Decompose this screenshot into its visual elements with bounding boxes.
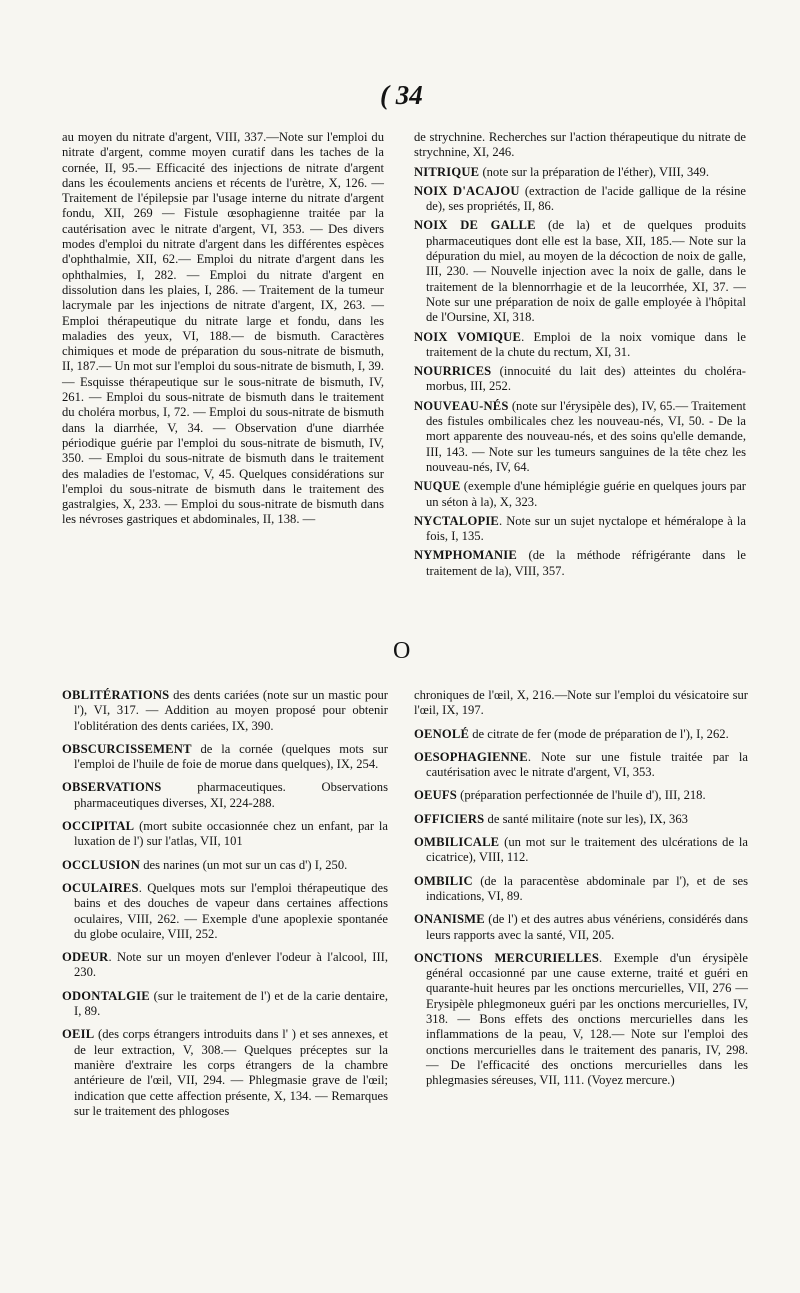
entry-headword: NYCTALOPIE — [414, 513, 500, 528]
index-entry: de strychnine. Recherches sur l'action thérapeutique du nitrate de strychnine, XI, 246. — [414, 130, 746, 160]
index-entry: NUQUE (exemple d'une hémiplégie guérie en quelques jours par un séton à la), X, 323. — [414, 479, 746, 509]
entry-headword: OESOPHAGIENNE — [414, 749, 528, 764]
index-entry: OCCLUSION des narines (un mot sur un cas d') I, 250. — [62, 857, 348, 872]
index-column-bottom-right — [414, 688, 748, 1097]
entry-headword: OMBILICALE — [414, 835, 500, 850]
index-entry: ODONTALGIE (sur le traitement de l') et de la carie dentaire, I, 89. — [62, 988, 388, 1019]
entry-headword: NUQUE — [414, 479, 461, 494]
index-entry: OEUFS (préparation perfectionnée de l'huile d'), III, 218. — [414, 788, 706, 803]
entry-headword: OBSERVATIONS — [62, 780, 162, 795]
index-entry: au moyen du nitrate d'argent, VIII, 337.—Note sur l'emploi du nitrate d'argent, comme moyen curatif dans les taches de la cornée, II, 95.— Efficacité des injections de nitrate d'argent dans les écoulements anciens et récents de l'urètre, X, 126. — Traitement de l'épilepsie par l'usage interne du nitrate d'argent fondu, XII, 269 — Fistule œsophagienne traitée par la cautérisation avec le nitrate d'argent, VI, 353. — Des divers modes d'emploi du nitrate d'argent dans les différentes espèces d'ophthalmie, XII, 62.— Emploi du nitrate d'argent dans les ophthalmies, I, 282. — Emploi du nitrate d'argent en dissolution dans les plaies, I, 286. — Traitement de la tumeur lacrymale par les injections de nitrate d'argent, IX, 263. — Emploi thérapeutique du nitrate large et fondu, dans les maladies des yeux, VI, 188.— de bismuth. Caractères chimiques et mode de préparation du sous-nitrate de bismuth, II, 187.— Un mot sur l'emploi du sous-nitrate de bismuth, I, 39.— Esquisse thérapeutique sur le sous-nitrate de bismuth, IV, 261. — Emploi du sous-nitrate de bismuth dans le traitement du choléra morbus, I, 72. — Emploi du sous-nitrate de bismuth dans la diarrhée, V, 34. — Observation d'une diarrhée périodique guérie par l'emploi du sous-nitrate de bismuth, IV, 350. — Emploi du sous-nitrate de bismuth dans le traitement des maladies de l'estomac, V, 45. Quelques considérations sur l'emploi du sous-nitrate de bismuth dans le traitement des gastralgies, X, 233. — Emploi du sous-nitrate de bismuth dans les névroses gastriques et abdominales, II, 138. — — [62, 130, 384, 527]
entry-headword: OEUFS — [414, 788, 457, 803]
entry-headword: OEIL — [62, 1027, 95, 1042]
index-entry: OENOLÉ de citrate de fer (mode de préparation de l'), I, 262. — [414, 726, 729, 741]
entry-headword: OENOLÉ — [414, 726, 470, 741]
index-entry: NOURRICES (innocuité du lait des) atteintes du choléra-morbus, III, 252. — [414, 364, 746, 394]
index-entry: ONCTIONS MERCURIELLES. Exemple d'un érysipèle général occasionné par une cause externe, traité et guéri en quarante-huit heures par les onctions mercurielles, VII, 276 — Erysipèle phlegmoneux guéri par les onctions mercurielles, IV, 318. — Bons effets des onctions mercurielles dans les inflammations de la peau, V, 128.— Note sur l'emploi des onctions mercurielles dans le traitement des panaris, IV, 298. — De l'efficacité des onctions mercurielles dans les phlegmasies séreuses, VII, 111. (Voyez mercure.) — [414, 950, 748, 1088]
entry-headword: OFFICIERS — [414, 811, 485, 826]
entry-headword: OMBILIC — [414, 873, 473, 888]
index-entry: OESOPHAGIENNE. Note sur une fistule traitée par la cautérisation avec le nitrate d'argent, VI, 353. — [414, 749, 748, 780]
index-entry: OFFICIERS de santé militaire (note sur les), IX, 363 — [414, 811, 688, 826]
entry-headword: NYMPHOMANIE — [414, 548, 517, 563]
index-column-top-left — [62, 130, 384, 532]
index-entry: chroniques de l'œil, X, 216.—Note sur l'emploi du vésicatoire sur l'œil, IX, 197. — [414, 688, 748, 718]
index-entry: NYCTALOPIE. Note sur un sujet nyctalope et héméralope à la fois, I, 135. — [414, 513, 746, 544]
index-entry: OMBILIC (de la paracentèse abdominale par l'), et de ses indications, VI, 89. — [414, 873, 748, 903]
index-entry: OCCIPITAL (mort subite occasionnée chez un enfant, par la luxation de l') sur l'atlas, VII, 101 — [62, 819, 388, 849]
entry-headword: ODEUR — [62, 950, 109, 965]
index-entry: OBLITÉRATIONS des dents cariées (note sur un mastic pour l'), VI, 317. — Addition au moyen proposé pour obtenir l'oblitération des dents cariées, IX, 390. — [62, 688, 388, 733]
entry-headword: ONANISME — [414, 912, 485, 927]
entry-headword: OBLITÉRATIONS — [62, 688, 170, 702]
entry-headword: NOIX D'ACAJOU — [414, 183, 520, 198]
entry-headword: NOIX DE GALLE — [414, 218, 536, 233]
entry-headword: NOURRICES — [414, 364, 492, 379]
entry-headword: ODONTALGIE — [62, 988, 150, 1003]
entry-headword: OCULAIRES — [62, 880, 139, 895]
index-entry: NOIX DE GALLE (de la) et de quelques produits pharmaceutiques dont elle est la base, XII, 185.— Note sur la dépuration du miel, au moyen de la décoction de noix de galle, III, 230. — Nouvelle injection avec la noix de galle, dans le traitement de la blennorrhagie et de la leucorrhée, XI, 37. — Note sur une préparation de noix de galle employée à l'hôpital de l'Oursine, XI, 318. — [414, 218, 747, 325]
page-number: ( 34 — [380, 80, 423, 110]
index-entry: OMBILICALE (un mot sur le traitement des ulcérations de la cicatrice), VIII, 112. — [414, 835, 748, 865]
entry-headword: OCCLUSION — [62, 857, 141, 872]
index-entry: NOUVEAU-NÉS (note sur l'érysipèle des), IV, 65.— Traitement des fistules ombilicales chez les nouveau-nés, VI, 50. - De la mort apparente des nouveau-nés, et des soins qu'elle demande, III, 143. — Note sur les tumeurs sanguines de la tête chez les nouveau-nés, IV, 64. — [414, 398, 746, 474]
index-entry: OBSERVATIONS pharmaceutiques. Observations pharmaceutiques diverses, XI, 224-288. — [62, 780, 388, 810]
index-entry: OEIL (des corps étrangers introduits dans l' ) et ses annexes, et de leur extraction, V, 308.— Quelques préceptes sur la manière d'extraire les corps étrangers de la chambre antérieure de l'œil, VII, 294. — Phlegmasie grave de l'œil; indication que cette affection présente, X, 134. — Remarques sur le traitement des phlogoses — [62, 1027, 388, 1118]
entry-headword: NOIX VOMIQUE — [414, 329, 522, 344]
index-entry: ONANISME (de l') et des autres abus vénériens, considérés dans leurs rapports avec la santé, VII, 205. — [414, 912, 748, 942]
index-entry: OCULAIRES. Quelques mots sur l'emploi thérapeutique des bains et des douches de vapeur dans certaines affections oculaires, VIII, 262. — Exemple d'une apoplexie spontanée du globe oculaire, VIII, 252. — [62, 880, 388, 941]
index-entry: OBSCURCISSEMENT de la cornée (quelques mots sur l'emploi de l'huile de foie de morue dans quelques), IX, 254. — [62, 741, 388, 772]
section-letter: O — [393, 638, 411, 664]
index-column-bottom-left — [62, 688, 388, 1127]
entry-headword: OCCIPITAL — [62, 819, 135, 834]
entry-headword: NOUVEAU-NÉS — [414, 398, 509, 413]
index-entry: NOIX VOMIQUE. Emploi de la noix vomique dans le traitement de la chute du rectum, XI, 31. — [414, 329, 746, 359]
index-entry: NYMPHOMANIE (de la méthode réfrigérante dans le traitement de la), VIII, 357. — [414, 548, 746, 578]
index-entry: ODEUR. Note sur un moyen d'enlever l'odeur à l'alcool, III, 230. — [62, 950, 388, 980]
entry-headword: NITRIQUE — [414, 164, 480, 179]
index-entry: NITRIQUE (note sur la préparation de l'éther), VIII, 349. — [414, 164, 709, 179]
entry-headword: ONCTIONS MERCURIELLES — [414, 950, 600, 965]
index-entry: NOIX D'ACAJOU (extraction de l'acide gallique de la résine de), ses propriétés, II, 86. — [414, 183, 746, 214]
entry-headword: OBSCURCISSEMENT — [62, 741, 192, 756]
index-column-top-right — [414, 130, 746, 583]
